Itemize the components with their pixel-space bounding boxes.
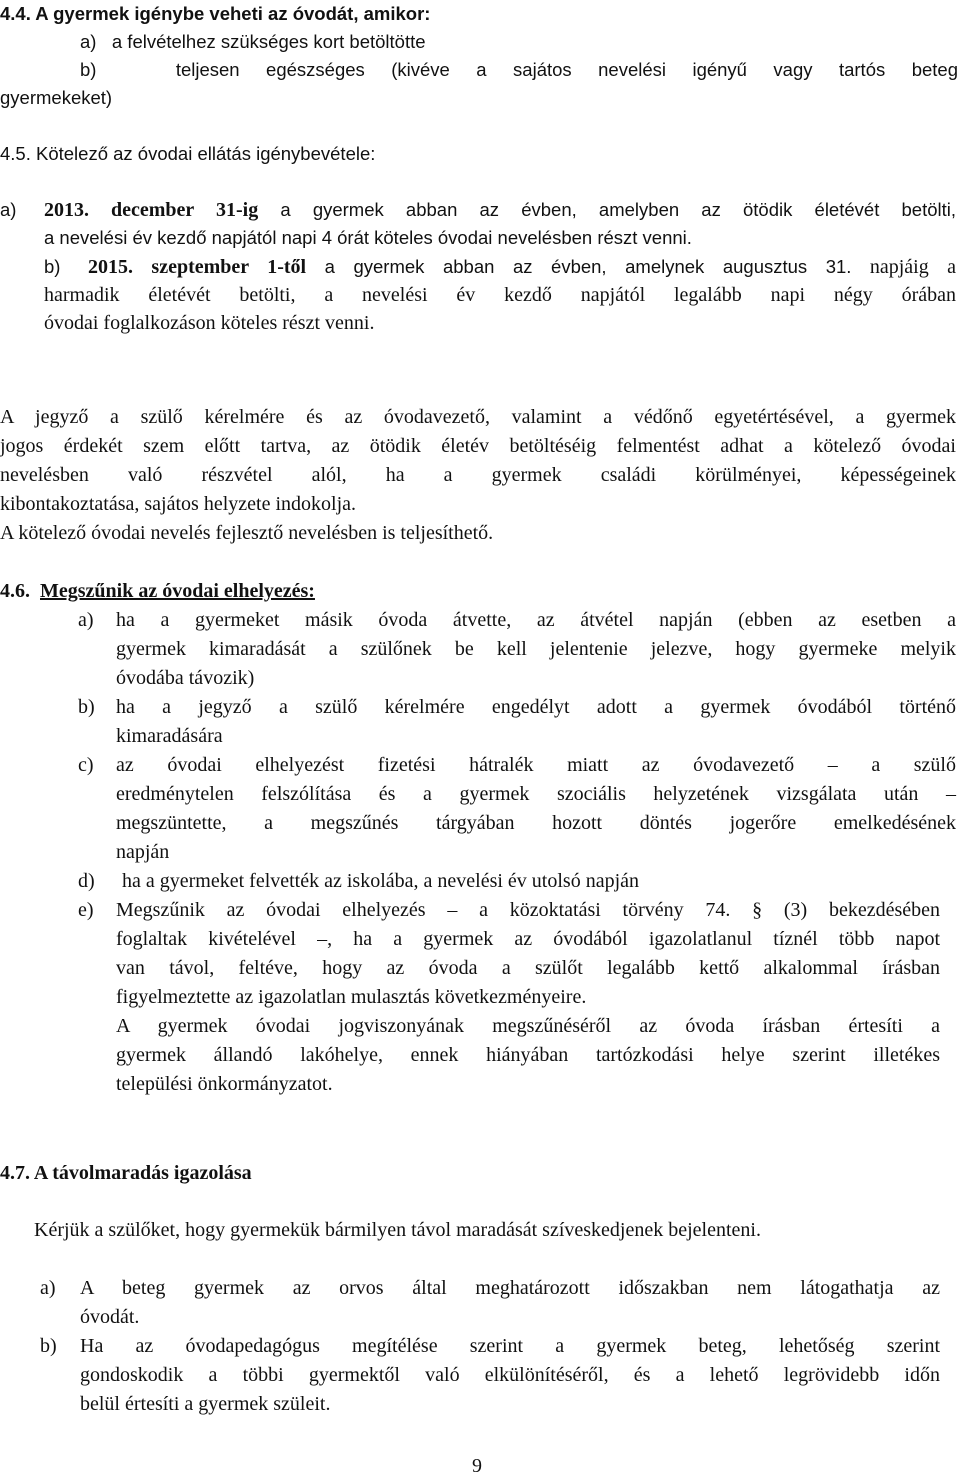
section-4-6-note-line3: települési önkormányzatot. bbox=[116, 1073, 333, 1095]
section-4-6-item-b-line2: kimaradására bbox=[116, 725, 223, 747]
section-4-6-item-e-line1: Megszűnik az óvodai elhelyezés – a közoktatási törvény 74. § (3) bekezdésében bbox=[116, 899, 940, 921]
section-4-6-item-b-marker: b) bbox=[78, 696, 95, 718]
section-4-7-heading: 4.7. A távolmaradás igazolása bbox=[0, 1162, 252, 1184]
section-4-7-item-a-line1: A beteg gyermek az orvos által meghatározott időszakban nem látogathatja az bbox=[80, 1277, 940, 1299]
section-4-6-item-a-line3: óvodába távozik) bbox=[116, 667, 255, 689]
section-4-5-item-a-line1 bbox=[44, 196, 956, 224]
section-4-5-item-a-line1-rest: a gyermek abban az évben, amelyben az ötödik életévét betölti, bbox=[258, 199, 956, 220]
section-4-6-item-e-line4: figyelmeztette az igazolatlan mulasztás következményeire. bbox=[116, 986, 587, 1008]
section-4-6-item-e-marker: e) bbox=[78, 899, 94, 921]
section-4-7-intro: Kérjük a szülőket, hogy gyermekük bármilyen távol maradását szíveskedjenek bejelenteni. bbox=[34, 1219, 761, 1241]
section-4-7-item-a-marker: a) bbox=[40, 1277, 56, 1299]
section-4-7-item-b-line1: Ha az óvodapedagógus megítélése szerint a gyermek beteg, lehetőség szerint bbox=[80, 1335, 940, 1357]
section-4-5-heading: 4.5. Kötelező az óvodai ellátás igénybevétele: bbox=[0, 143, 376, 164]
section-4-6-title: Megszűnik az óvodai elhelyezés: bbox=[40, 580, 315, 602]
section-4-7-item-b-line2: gondoskodik a többi gyermektől való elkülönítéséről, és a lehető legrövidebb időn bbox=[80, 1364, 940, 1386]
section-4-7-item-a-line2: óvodát. bbox=[80, 1306, 140, 1328]
section-4-5-item-b-line3: óvodai foglalkozáson köteles részt venni. bbox=[44, 312, 375, 334]
section-4-6-item-c-line4: napján bbox=[116, 841, 170, 863]
section-4-5-item-b-line1-end: napjáig a bbox=[851, 256, 957, 278]
section-4-5-item-b-line1 bbox=[88, 253, 956, 281]
section-4-6-item-c-line3: megszüntette, a megszűnés tárgyában hozott döntés jogerőre emelkedésének bbox=[116, 812, 956, 834]
section-4-6-note-line1: A gyermek óvodai jogviszonyának megszűnéséről az óvoda írásban értesíti a bbox=[116, 1015, 940, 1037]
section-4-5-item-b-marker: b) bbox=[44, 256, 61, 277]
section-4-6-item-c-line1: az óvodai elhelyezést fizetési hátralék miatt az óvodavezető – a szülő bbox=[116, 754, 956, 776]
exemption-line3: nevelésben való részvétel alól, ha a gyermek családi körülményei, képességeinek bbox=[0, 464, 956, 486]
section-4-7-item-b-marker: b) bbox=[40, 1335, 57, 1357]
section-4-6-item-a-marker: a) bbox=[78, 609, 94, 631]
section-4-6-item-a-line2: gyermek kimaradását a szülőnek be kell jelentenie jelezve, hogy gyermeke melyik bbox=[116, 638, 956, 660]
section-4-5-item-a-line2: a nevelési év kezdő napjától napi 4 órát köteles óvodai nevelésben részt venni. bbox=[44, 227, 692, 248]
section-4-4-item-b-line2: gyermekeket) bbox=[0, 87, 113, 108]
section-4-6-item-e-line3: van távol, feltéve, hogy az óvoda a szülőt legalább kettő alkalommal írásban bbox=[116, 957, 940, 979]
section-4-4-item-a: a) a felvételhez szükséges kort betöltötte bbox=[80, 31, 426, 52]
section-4-6-item-e-line2: foglaltak kivételével –, ha a gyermek az óvodából igazolatlanul tíznél több napot bbox=[116, 928, 940, 950]
exemption-line1: A jegyző a szülő kérelmére és az óvodavezető, valamint a védőnő egyetértésével, a gyermek bbox=[0, 406, 956, 428]
section-4-4-item-b-line1: b) teljesen egészséges (kivéve a sajátos nevelési igényű vagy tartós beteg bbox=[80, 59, 958, 80]
section-4-6-item-d-marker: d) bbox=[78, 870, 95, 892]
section-4-4-heading: 4.4. A gyermek igénybe veheti az óvodát, amikor: bbox=[0, 3, 431, 24]
date-2015: 2015. szeptember 1-től bbox=[88, 256, 307, 278]
section-4-6-item-c-marker: c) bbox=[78, 754, 94, 776]
section-4-6-item-c-line2: eredménytelen felszólítása és a gyermek szociális helyzetének vizsgálata után – bbox=[116, 783, 956, 805]
page-number: 9 bbox=[472, 1455, 482, 1477]
section-4-6-item-d-line1: ha a gyermeket felvették az iskolába, a nevelési év utolsó napján bbox=[122, 870, 640, 892]
section-4-6-item-a-line1: ha a gyermeket másik óvoda átvette, az átvétel napján (ebben az esetben a bbox=[116, 609, 956, 631]
exemption-line4: kibontakoztatása, sajátos helyzete indokolja. bbox=[0, 493, 356, 515]
section-4-7-item-b-line3: belül értesíti a gyermek szüleit. bbox=[80, 1393, 331, 1415]
exemption-line5: A kötelező óvodai nevelés fejlesztő nevelésben is teljesíthető. bbox=[0, 522, 494, 544]
section-4-6-item-b-line1: ha a jegyző a szülő kérelmére engedélyt adott a gyermek óvodából történő bbox=[116, 696, 956, 718]
section-4-5-item-b-line1-rest: a gyermek abban az évben, amelynek augusztus 31. bbox=[306, 256, 852, 277]
section-4-5-item-a-marker: a) bbox=[0, 199, 17, 220]
section-4-6-number: 4.6. bbox=[0, 580, 30, 602]
date-2013: 2013. december 31-ig bbox=[44, 199, 259, 221]
section-4-6-heading bbox=[0, 577, 315, 605]
section-4-5-item-b-line2: harmadik életévét betölti, a nevelési év kezdő napjától legalább napi négy órában bbox=[44, 284, 956, 306]
section-4-6-note-line2: gyermek állandó lakóhelye, ennek hiányában tartózkodási helye szerint illetékes bbox=[116, 1044, 940, 1066]
exemption-line2: jogos érdekét szem előtt tartva, az ötödik életév betöltéséig felmentést adhat a kötelező óvodai bbox=[0, 435, 956, 457]
